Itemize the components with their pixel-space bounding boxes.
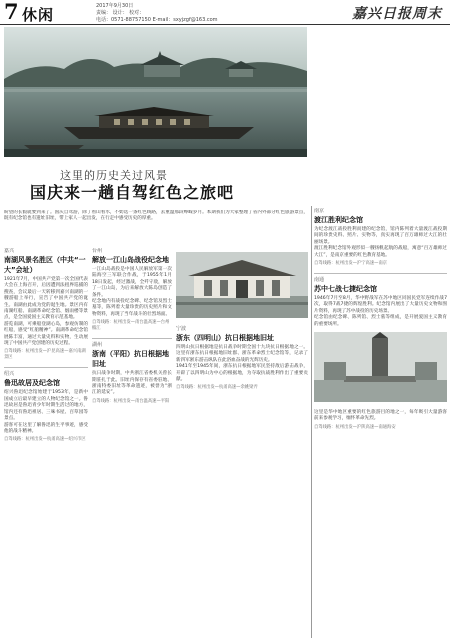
editor-credits: 责编： 设计： 校对：: [96, 10, 145, 16]
divider: [92, 338, 172, 339]
memorial-hall-photo: [176, 252, 308, 322]
article-body-2: 纪念馆由纪念碑、陈列馆、烈士墓等组成，是开展爱国主义教育的重要场所。: [314, 315, 447, 327]
article-luxun: [4, 371, 88, 443]
article-body-2: 渡江胜利纪念馆外观形似一艘扬帆起航的战船，寓意“百万雄师过大江”，是南京重要的红色教育基地。: [314, 246, 447, 258]
article-city: 南京: [314, 208, 325, 214]
article-body: 为纪念渡江战役胜利而建的纪念馆，馆内陈列着大量渡江战役期间的珍贵史料、照片、实物等，真实再现了百万雄师过大江的壮丽场景。: [314, 227, 447, 245]
route-note: 自驾线路：杭州出发—甬台温高速—平阳: [92, 398, 170, 404]
route-note: 自驾线路：杭州出发—沪陕高速—南通海安: [314, 424, 396, 430]
article-city: 绍兴: [4, 371, 15, 378]
article-body: 绍兴鲁迅纪念馆始建于1953年，是新中国成立后最早建立的人物纪念馆之一。鲁迅故居是鲁迅青少年时期生活过的地方，馆内还有鲁迅祖居、三味书屋、百草园等景点。: [4, 390, 88, 422]
article-pingyang: [92, 342, 172, 405]
page-header: [0, 0, 450, 25]
article-body: 1921年7月，中国共产党第一次全国代表大会在上海召开，后因遭到法租界巡捕的搜查，会议最后一天转移到嘉兴南湖的一艘游船上举行，宣告了中国共产党的诞生。南湖由此成为党的诞生地。景区内有南湖红船、南湖革命纪念馆、烟雨楼等景点，是全国爱国主义教育示范基地。: [4, 277, 88, 321]
contact-info: 电话：0571-88757150 E-mail：sxyjzgf@163.com: [96, 17, 218, 23]
article-title: 苏中七战七捷纪念馆: [314, 285, 377, 294]
article-city: 台州: [92, 248, 103, 254]
section-name: 休闲: [22, 6, 55, 24]
route-note: 自驾线路：杭州出发—沪昆高速—嘉兴南湖景区: [4, 349, 86, 361]
south-lake-illustration: [4, 27, 307, 157]
lead-photo-south-lake: [4, 27, 307, 157]
article-dujiang: [314, 208, 447, 267]
article-body-2: 纪念地内有战役纪念碑、纪念馆及烈士墓等，陈列着大量珍贵的历史照片和文物资料，再现了当年战斗的壮烈场面。: [92, 299, 172, 317]
route-note: 自驾线路：杭州出发—沪宁高速—南京: [314, 261, 388, 267]
article-body-2: 游客可在这里了解鲁迅的生平事迹，感受他的战斗精神。: [4, 422, 88, 434]
column-d: [314, 208, 447, 638]
article-city: 湖州: [92, 342, 103, 349]
article-body: 抗日战争时期，中共浙江省委机关曾长期驻扎于此。旧址内保存有省委驻地、浙南特委旧址等革命遗迹，被誉为“浙江的延安”。: [92, 371, 172, 396]
article-city: 南通: [314, 277, 325, 284]
headline: 国庆来一趟自驾红色之旅吧: [30, 183, 235, 202]
article-body: 1946年7月至8月，华中野战军在苏中地区同国民党军连续作战7次，取得7战7捷的辉煌胜利。纪念馆内展出了大量历史文物和图片资料，再现了苏中战役的历史场景。: [314, 296, 447, 314]
page-number: 7: [4, 0, 19, 24]
divider: [4, 367, 88, 368]
intro-paragraph: [4, 210, 308, 246]
header-meta: [96, 3, 218, 24]
article-body-3: 这里是华中地区重要的红色旅游目的地之一，每年吸引大量游客前来参观学习，缅怀革命先烈。: [314, 410, 447, 422]
article-body: 一江山岛战役是中国人民解放军第一次陆海空三军联合作战，于1955年1月18日发起，经过激战，全歼守敌，解放了一江山岛，为后来解放大陈岛创造了条件。: [92, 267, 172, 298]
intro-text: 盼望的长假就要到来了。国庆自驾游，除了看山看水，不妨选一条红色线路，去重温那段峥嵘岁月。本期我们为大家整理了省内外部分红色旅游景点，既有纪念馆也有遗址旧址，带上家人一起出发，在行走中感受历史的厚重。: [4, 210, 308, 222]
column-rule: [311, 206, 312, 638]
monument-photo: [314, 332, 447, 406]
article-body-2: 1941年至1945年间，浙东抗日根据地军民坚持敌后游击战争，开辟了以四明山为中心的根据地，为夺取抗战胜利作出了重要贡献。: [176, 364, 308, 383]
monument-illustration: [314, 332, 447, 402]
route-note: 自驾线路：杭州出发—甬台温高速—台州椒江: [92, 320, 170, 332]
article-city: 嘉兴: [4, 248, 15, 254]
route-note: 自驾线路：杭州出发—杭甬高速—绍兴市区: [4, 437, 86, 443]
article-siming: [176, 326, 308, 391]
divider: [314, 273, 447, 274]
article-title: 浙东（四明山）抗日根据地旧址: [176, 334, 274, 342]
subheadline: 这里的历史关过风景: [60, 169, 168, 182]
article-title: 南湖风景名胜区（中共“一大”会址）: [4, 256, 86, 274]
article-title: 渡江胜利纪念馆: [314, 216, 363, 224]
route-note: 自驾线路：杭州出发—杭甬高速—余姚梁弄: [176, 385, 258, 391]
column-c: [176, 248, 308, 638]
article-body: 四明山抗日根据地是抗日战争时期全国十九块抗日根据地之一。这里有浙东抗日根据地旧址群、浙东革命烈士纪念馆等，记录了新四军浙东游击纵队在此浴血奋战的光辉历史。: [176, 345, 308, 363]
article-suzhong: [314, 277, 447, 431]
article-body-2: 游览南湖，可乘船登湖心岛，参观仿制的红船，感受“红船精神”。南湖革命纪念馆展陈丰富，通过大量史料和实物，生动展现了中国共产党创建的历史过程。: [4, 321, 88, 347]
article-title: 解放一江山岛战役纪念地: [92, 256, 169, 264]
masthead-logo: 嘉兴日报周末: [352, 6, 442, 22]
memorial-hall-illustration: [176, 252, 308, 318]
article-yijiangshan: [92, 248, 172, 332]
column-b: [92, 248, 172, 638]
article-nanhu: [4, 248, 88, 361]
issue-date: 2017年9月30日: [96, 3, 134, 9]
article-title: 浙南（平阳）抗日根据地旧址: [92, 350, 169, 369]
column-a: [4, 248, 88, 638]
article-title: 鲁迅故居及纪念馆: [4, 379, 60, 388]
article-city: 宁波: [176, 326, 187, 332]
